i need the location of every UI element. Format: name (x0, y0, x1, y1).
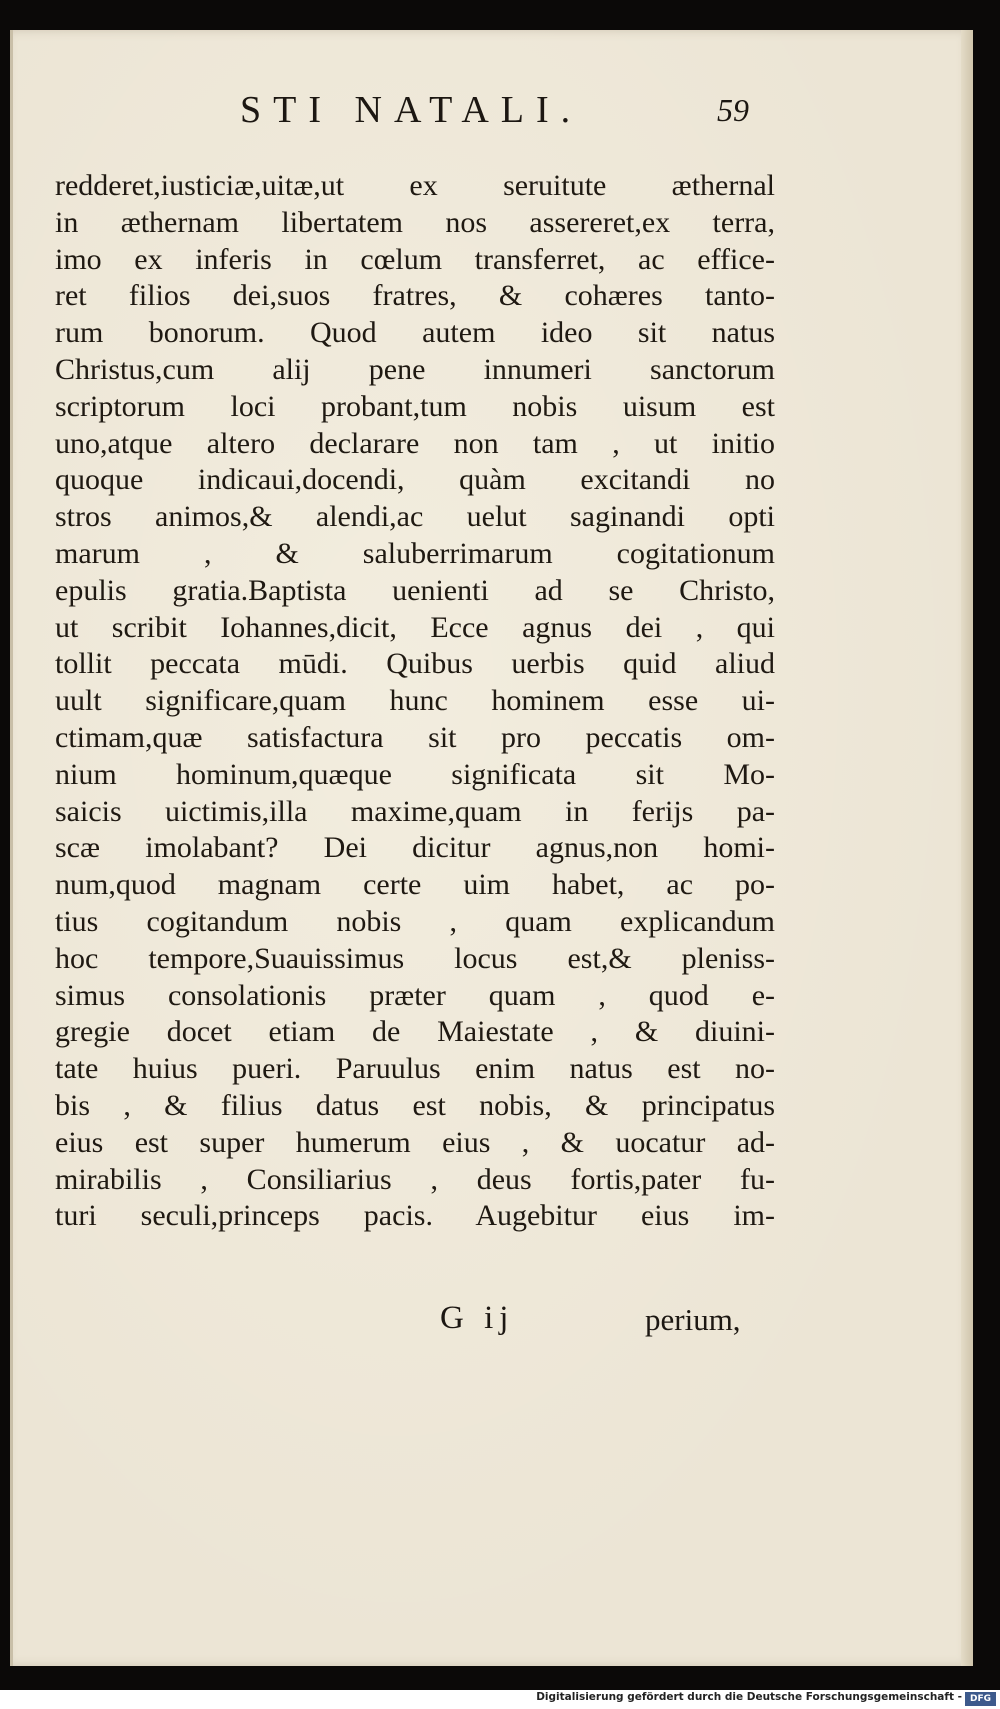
text-line: rum bonorum. Quod autem ideo sit natus (55, 316, 775, 350)
footer-credit: Digitalisierung gefördert durch die Deutsche Forschungsgemeinschaft - (536, 1691, 962, 1703)
text-line: mirabilis , Consiliarius , deus fortis,pater fu- (55, 1162, 775, 1196)
text-line: uno,atque altero declarare non tam , ut initio (55, 426, 775, 460)
text-line: hoc tempore,Suauissimus locus est,& pleniss- (55, 941, 775, 975)
text-line: simus consolationis præter quam , quod e- (55, 978, 775, 1012)
text-line: tollit peccata mūdi. Quibus uerbis quid aliud (55, 647, 775, 681)
text-line: tius cogitandum nobis , quam explicandum (55, 904, 775, 938)
text-line: in æthernam libertatem nos assereret,ex terra, (55, 205, 775, 239)
text-line: quoque indicaui,docendi, quàm excitandi no (55, 463, 775, 497)
text-line: eius est super humerum eius , & uocatur ad- (55, 1125, 775, 1159)
text-line: stros animos,& alendi,ac uelut saginandi opti (55, 500, 775, 534)
text-line: redderet,iusticiæ,uitæ,ut ex seruitute æthernal (55, 169, 775, 202)
text-line: epulis gratia.Baptista uenienti ad se Christo, (55, 573, 775, 607)
body-text (55, 168, 775, 1235)
text-line: gregie docet etiam de Maiestate , & diuini- (55, 1015, 775, 1049)
text-line: nium hominum,quæque significata sit Mo- (55, 757, 775, 791)
signature-mark: G ij (440, 1300, 515, 1336)
text-line: Christus,cum alij pene innumeri sanctorum (55, 352, 775, 386)
text-line: turi seculi,princeps pacis. Augebitur eius im- (55, 1199, 775, 1233)
page-edge (961, 30, 973, 1666)
text-line: ctimam,quæ satisfactura sit pro peccatis om- (55, 720, 775, 754)
text-line: tate huius pueri. Paruulus enim natus est no- (55, 1052, 775, 1086)
text-line: bis , & filius datus est nobis, & principatus (55, 1088, 775, 1122)
text-line: saicis uictimis,illa maxime,quam in ferijs pa- (55, 794, 775, 828)
running-head: STI NATALI. (240, 89, 583, 131)
dfg-logo: DFG (965, 1692, 996, 1706)
text-line: imo ex inferis in cœlum transferret, ac effice- (55, 242, 775, 276)
page-number: 59 (717, 92, 749, 128)
text-line: uult significare,quam hunc hominem esse ui- (55, 684, 775, 718)
text-line: scriptorum loci probant,tum nobis uisum est (55, 389, 775, 423)
text-line: num,quod magnam certe uim habet, ac po- (55, 868, 775, 902)
catchword: perium, (645, 1302, 741, 1337)
text-line: marum , & saluberrimarum cogitationum (55, 536, 775, 570)
text-line: ut scribit Iohannes,dicit, Ecce agnus dei , qui (55, 610, 775, 644)
text-line: scæ imolabant? Dei dicitur agnus,non homi- (55, 831, 775, 865)
text-line: ret filios dei,suos fratres, & cohæres tanto- (55, 279, 775, 313)
